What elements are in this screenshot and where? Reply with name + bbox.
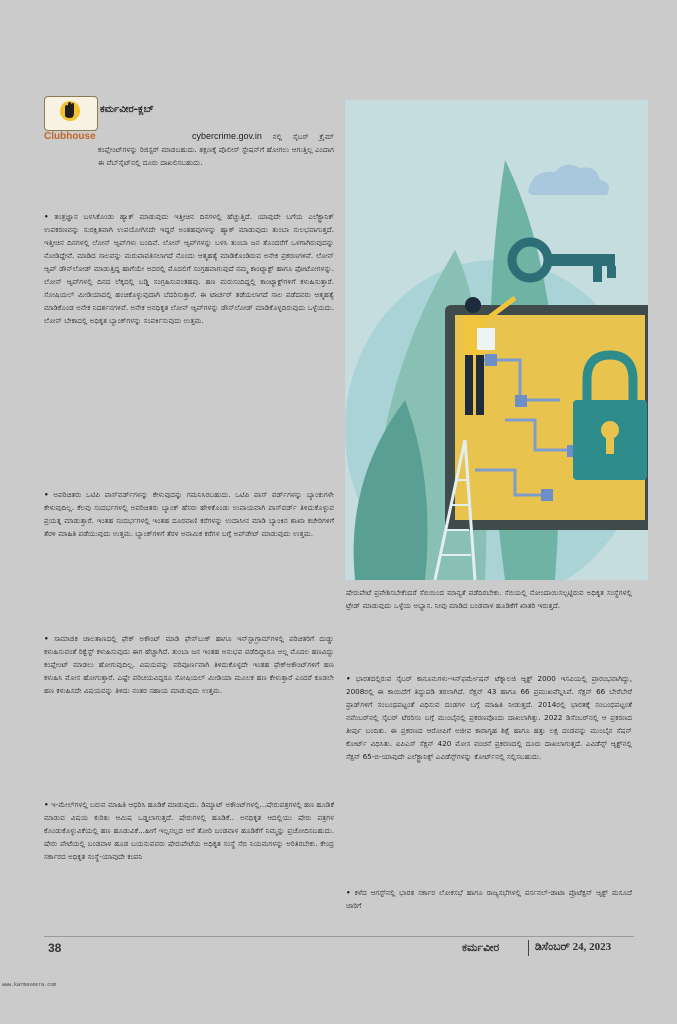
paragraph-text: ಷೇರುಪೇಟೆ ಪ್ರವೇಶಿಸಬೇಕೆಂದರೆ ಸೆಬಿಯಿಂದ ಮಾನ್ಯತೆ ಪಡೆದಿರಬೇಕು. ಸೆಬಿಯಲ್ಲಿ ನೋಂದಾಯಿಸಲ್ಪಟ್ಟಿರುವ ಅಧಿಕೃತ ಸಂಸ್ಥೆಗಳಲ್ಲಿ ಟ್ರೇಡ್ ಮಾಡುವುದು ಒಳ್ಳೆಯ ಅಭ್ಯಾಸ. ನೀವು ಮಾಡಿದ ಬಂಡವಾಳ ಹೂಡಿಕೆಗೆ ಖಾತರಿ ಇರುತ್ತದೆ. [346, 588, 632, 610]
paragraph-cyber-laws [346, 672, 632, 763]
paragraph-text: • ಅಪರಿಚಿತರು ಒಟಿಪಿ ಪಾಸ್‌ವರ್ಡ್‌ಗಳನ್ನು ಕೇಳುವುದನ್ನು ಗಮನಿಸಿರಬಹುದು. ಒಟಿಪಿ ಪಾಸ್ ವರ್ಡ್‌ಗಳನ್ನು ಬ್ಯಾಂಕುಗಳೇ ಕೇಳುವುದಿಲ್ಲ. ಕೆಲವು ಸಂದರ್ಭಗಳಲ್ಲಿ ಅಪರಿಚಿತರು ಬ್ಯಾಂಕ್ ಹೆಸರು ಹೇಳಿಕೊಂಡು ಉಪಾಯವಾಗಿ ಪಾಸ್‌ವರ್ಡ್ ತಿಳಿದುಕೊಳ್ಳುವ ಪ್ರಯತ್ನ ಮಾಡುತ್ತಾರೆ. ಇಂತಹ ಸಂದರ್ಭಗಳಲ್ಲಿ ಇಂತಹ ದೂರವಾಣಿ ಕರೆಗಳನ್ನು ಉದಾಸೀನ ಮಾಡಿ ಬ್ಯಾಂಕಿನ ಶಾಖಾ ಕಚೇರಿಗಳಿಗೆ ತೆರಳಿ ಮಾಹಿತಿ ಪಡೆಯುವುದು ಉತ್ತಮ. ಬ್ಯಾಂಕ್‌ಗಳಿಗೆ ತೆರಳ ಅನಾಮಿಕ ಕರೆಗಳ ಬಗ್ಗೆ ಅಪ್‌ಡೇಟ್ ಮಾಡುವುದು ಉತ್ತಮ. [44, 488, 334, 540]
footer-separator [528, 940, 529, 956]
section-title: ಕರ್ಮವೀರ-ಕ್ಲಬ್ [100, 104, 154, 115]
intro-paragraph [98, 130, 334, 169]
website-url: www.karmaveera.com [2, 982, 57, 988]
magazine-name: ಕರ್ಮವೀರ [462, 941, 500, 954]
intro-text: ನಲ್ಲಿ ಸೈಬರ್ ಕ್ರೈಮ್ ಕಂಪ್ಲೇಂಟ್‌ಗಳನ್ನು ರಿಜಿಸ್ಟರ್ ಮಾಡಬಹುದು. ತಕ್ಷಣಕ್ಕೆ ಪೊಲೀಸ್ ಸ್ಟೇಷನ್‌ಗೆ ಹೋಗಲು ಆಗುತ್ತಿಲ್ಲ ಎಂದಾಗ ಈ ವೆಬ್‌ಸೈಟ್‌ನಲ್ಲಿ ದೂರು ದಾಖಲಿಸಬಹುದು. [98, 132, 334, 167]
paragraph-text: • ಇ-ಮೇಲ್‌ಗಳಲ್ಲಿ ಬರುವ ಮಾಹಿತಿ ಆಧರಿಸಿ ಹೂಡಿಕೆ ಮಾಡುವುದು. ಡಿಮ್ಯಾಟ್ ಅಕೌಂಟ್‌ಗಳಲ್ಲಿ...ಷೇರುಪತ್ರಗಳಲ್ಲಿ ಹಣ ಹೂಡಿಕೆ ಮಾಡುವ ವಿಷಯ ಕುರಿತು ಆಮಿಷ ಒಡ್ಡಲಾಗುತ್ತದೆ. ಷೇರುಗಳಲ್ಲಿ ಹೂಡಿಕೆ.. ಅನಧಿಕೃತ ಆದಲ್ಲಿಯು ಷೇರು ಪತ್ರಗಳ ಕೊಂಡುಕೊಳ್ಳುವಿಕೆಯಲ್ಲಿ ಹಣ ಹೂಡುವಿಕೆ...ಹೀಗೆ ಇಲ್ಲಸಲ್ಲದ ಆಸೆ ತೋರಿ ಬಂಡವಾಳ ಹೂಡಿಕೆಗೆ ನಿಮ್ಮನ್ನು ಪ್ರಚೋದಿಸಬಹುದು. ಷೇರು ಪೇಟೆಯಲ್ಲಿ ಬಂಡವಾಳ ಹೂಡ ಬಯಸುವವರು ಷೇರುಪೇಟೆಯ ಅಧಿಕೃತ ಸಂಸ್ಥೆ ಸೆಬಿ ನಿಯಮಗಳನ್ನು ಅರಿತಿರಬೇಕು. ಕೇಂದ್ರ ಸರ್ಕಾರದ ಅಧಿಕೃತ ಸಂಸ್ಥೆ-ಯಾವುದೇ ಕಂಪನಿ [44, 798, 334, 863]
waving-hand-icon [44, 96, 96, 129]
cyber-security-illustration [345, 100, 648, 580]
paragraph-fake-accounts [44, 632, 334, 697]
page-number: 38 [48, 941, 62, 955]
issue-date: ಡಿಸೆಂಬರ್ 24, 2023 [535, 941, 612, 953]
clubhouse-logo [44, 96, 98, 130]
paragraph-text: • ತಂತ್ರಜ್ಞಾನ ಬಳಸಿಕೊಂಡು ಹ್ಯಾಕ್ ಮಾಡುವುದು ಇತ್ತೀಚಿನ ದಿನಗಳಲ್ಲಿ ಹೆಚ್ಚುತ್ತಿದೆ. ಯಾವುದೇ ಬಗೆಯ ಎಲೆಕ್ಟ್ರಾನಿಕ್ ಉಪಕರಣವನ್ನು ಸುರಕ್ಷಿತವಾಗಿ ಉಪಯೋಗಿಸದೇ ಇದ್ದರೆ ಅಂತಹವುಗಳನ್ನು ಹ್ಯಾಕ್ ಮಾಡುವುದು ತುಂಬಾ ಸುಲಭವಾಗುತ್ತದೆ. ಇತ್ತೀಚಿನ ದಿನಗಳಲ್ಲಿ ಲೋನ್ ಆ್ಯಪ್‌ಗಳು ಬಂದಿವೆ. ಲೋನ್ ಆ್ಯಪ್‌ಗಳನ್ನು ಬಳಸಿ ತುಂಬಾ ಜನ ತೊಂದರೆಗೆ ಒಳಗಾಗಿರುವುದನ್ನು ನೋಡಿದ್ದೇವೆ. ಮಾಡಿದ ಸಾಲವನ್ನು ಮರುಪಾವತಿಸಲಾಗದೆ ನೊಂದು ಆತ್ಮಹತ್ಯೆ ಮಾಡಿಕೊಂಡಿರುವ ಅನೇಕ ಪ್ರಕರಣಗಳಿವೆ. ಲೋನ್ ಆ್ಯಪ್ ಡೌನ್‌ಲೋಡ್ ಮಾಡುತ್ತಿದ್ದ ಹಾಗೆಯೇ ಅದರಲ್ಲಿ ಮೊದಲಿಗೆ ಸಂಗ್ರಹವಾಗುವುದೆ ನಮ್ಮ ಕಾಂಟ್ಯಾಕ್ಟ್ ಹಾಗೂ ಫೋಟೋಗಳನ್ನು. ಲೋನ್ ಆ್ಯಪ್‌ಗಳಲ್ಲಿ ದಿನದ ಲೆಕ್ಕದಲ್ಲಿ ಬಡ್ಡಿ ಸಂಗ್ರಹಿಸುವಂತಹವು. ಹಣ ಮರುಸಂದಿದ್ದಲ್ಲಿ ಕಾಂಟ್ಯಾಕ್ಟ್‌ಗಳಿಗೆ ಕಳುಹಿಸುತ್ತಾರೆ. ಸೋಷಿಯಲ್ ಮೀಡಿಯಾದಲ್ಲಿ ಹಂಚಿಕೊಳ್ಳುವುದಾಗಿ ಬೆದರಿಸುತ್ತಾರೆ. ಈ ಟಾರ್ಚರ್ ತಡೆಯಲಾಗದೆ ಸಾಲ ಪಡೆದವರು ಆತ್ಮಹತ್ಯೆ ಮಾಡಿಕೊಂಡ ಅನೇಕ ನಿದರ್ಶನಗಳಿವೆ. ಅನೇಕ ಅನಧಿಕೃತ ಲೋನ್ ಆ್ಯಪ್‌ಗಳನ್ನು ಡೌನ್‌ಲೋಡ್ ಮಾಡಿಕೊಳ್ಳದಿರುವುದು ಒಳ್ಳೆಯದು. ಲೋನ್ ಬೇಕಾದಲ್ಲಿ ಅಧಿಕೃತ ಬ್ಯಾಂಕ್‌ಗಳನ್ನು ಸಂಪರ್ಕಿಸುವುದು ಉತ್ತಮ. [44, 210, 334, 327]
cybercrime-link[interactable]: cybercrime.gov.in [192, 131, 262, 141]
footer-divider [44, 936, 634, 937]
paragraph-text: • ಭಾರತದಲ್ಲಿರುವ ಸೈಬರ್ ಕಾನೂನುಗಳು-ಇನ್‌ಫರ್ಮೇಷನ್ ಟೆಕ್ನಾಲಜಿ ಆ್ಯಕ್ಟ್ 2000 ಇಸವಿಯಲ್ಲಿ ಪ್ರಾರಂಭವಾಗಿದ್ದು, 2008ರಲ್ಲಿ ಈ ಕಾಯಿದೆಗೆ ತಿದ್ದುಪಡಿ ತರಲಾಗಿದೆ. ಸೆಕ್ಷನ್ 43 ಹಾಗೂ 66 ಪ್ರಮುಖವೆನ್ನಿಸಿವೆ. ಸೆಕ್ಷನ್ 66 ಬೇರೆಬೇರೆ ಫ್ರಾಡ್‌ಗಳಿಗೆ ಸಂಬಂಧಪಟ್ಟಂತೆ ವಿಧಿಸುವ ದಂಡಗಳ ಬಗ್ಗೆ ಮಾಹಿತಿ ನೀಡುತ್ತದೆ. 2014ರಲ್ಲಿ ಭಾರತಕ್ಕೆ ಸಂಬಂಧಪಟ್ಟಂತೆ ನವೆಂಬರ್‌ನಲ್ಲಿ ಸೈಬರ್ ಟೆರರಿಸಂ ಬಗ್ಗೆ ಮುಂಬೈನಲ್ಲಿ ಪ್ರಕರಣವೊಂದು ದಾಖಲಾಗಿತ್ತು. 2022 ಡಿಸೆಂಬರ್‌ನಲ್ಲಿ ಆ ಪ್ರಕರಣದ ತೀರ್ಪು ಬಂದಿತು. ಈ ಪ್ರಕರಣದ ಆರೋಪಿಗೆ ಅಜೀವ ಕಾರಾಗೃಹ ಶಿಕ್ಷೆ ಹಾಗೂ ಹತ್ತು ಲಕ್ಷ ದಂಡವನ್ನು ಮುಂಬೈನ ಸೆಷನ್ ಕೋರ್ಟ್ ವಿಧಿಸಿತು. ಐಪಿಎಸ್ ಸೆಕ್ಷನ್ 420 ಮೋಸ ವಂಚನೆ ಪ್ರಕರಣದಲ್ಲಿ ದೂರು ದಾಖಲಾಗುತ್ತದೆ. ಎವಿಡೆನ್ಸ್ ಆ್ಯಕ್ಟ್‌ನಲ್ಲಿ ಸೆಕ್ಷನ್ 65-ಬಿ-ಯಾವುದೇ ಎಲೆಕ್ಟ್ರಾನಿಕ್ಸ್ ಎವಿಡೆನ್ಸ್‌ಗಳನ್ನು ಕೋರ್ಟ್‌ನಲ್ಲಿ ಸಲ್ಲಿಸಬಹುದು. [346, 672, 632, 763]
paragraph-otp [44, 488, 334, 540]
paragraph-text: • ಸಾಮಾಜಿಕ ಜಾಲತಾಣದಲ್ಲಿ ಫೇಕ್ ಅಕೌಂಟ್ ಮಾಡಿ ಫೇಸ್‌ಬುಕ್ ಹಾಗೂ ಇನ್‌ಸ್ಟಾಗ್ರಾಮ್‌ಗಳಲ್ಲಿ ಪರಿಚಿತರಿಗೆ ದುಡ್ಡು ಕಳುಹಿಸುವಂತೆ ರಿಕ್ವೆಸ್ಟ್ ಕಳುಹಿಸುವುದು ಈಗ ಹೆಚ್ಚಾಗಿದೆ. ತುಂಬಾ ಜನ ಇಂತಹ ಅನುಭವ ಪಡೆದಿದ್ದಾರೂ ಅಲ್ಲ ಮೊದಲ ಹಣವಿದ್ದು ಕಂಪ್ಲೇಂಟ್ ಮಾಡಲು ಹೋಗುವುದಿಲ್ಲ. ವಿಷಯವನ್ನು ಪರಿಪೂರ್ಣವಾಗಿ ತಿಳಿದುಕೊಳ್ಳದೇ ಇಂತಹ ಫೇಕ್‌ಅಕೌಂಟ್‌ಗಳಿಗೆ ಹಣ ಕಳುಹಿಸಿ ಮೋಸ ಹೋಗುತ್ತಾರೆ. ಎಷ್ಟೇ ಪರಿಚಯವಿದ್ದರೂ ಸೋಷಿಯಲ್ ಮೀಡಿಯಾ ಮೂಲಕ ಹಣ ಕೇಳುತ್ತಾರೆ ಎಂದರೆ ಕೂಡಲೇ ಹಣ ಕಳುಹಿಸದೇ ವಿಷಯವನ್ನು ತಿಳಿದು ನಂತರ ಸಹಾಯ ಮಾಡುವುದು ಉತ್ತಮ. [44, 632, 334, 697]
paragraph-email-investment [44, 798, 334, 863]
clubhouse-label: Clubhouse [44, 131, 96, 142]
paragraph-loan-apps [44, 210, 334, 327]
paragraph-data-protection [346, 886, 632, 912]
paragraph-text: • ಕಳೆದ ಆಗಸ್ಟ್‌ನಲ್ಲಿ ಭಾರತ ಸರ್ಕಾರ ಲೋಕಸಭೆ ಹಾಗೂ ರಾಜ್ಯಸಭೆಗಳಲ್ಲಿ ಪರ್ಸನಲ್-ಡಾಟಾ ಪ್ರೊಟೆಕ್ಷನ್ ಆ್ಯಕ್ಟ್ ಮಸೂದೆ ಜಾರಿಗೆ [346, 886, 632, 912]
paragraph-sebi [346, 586, 632, 612]
